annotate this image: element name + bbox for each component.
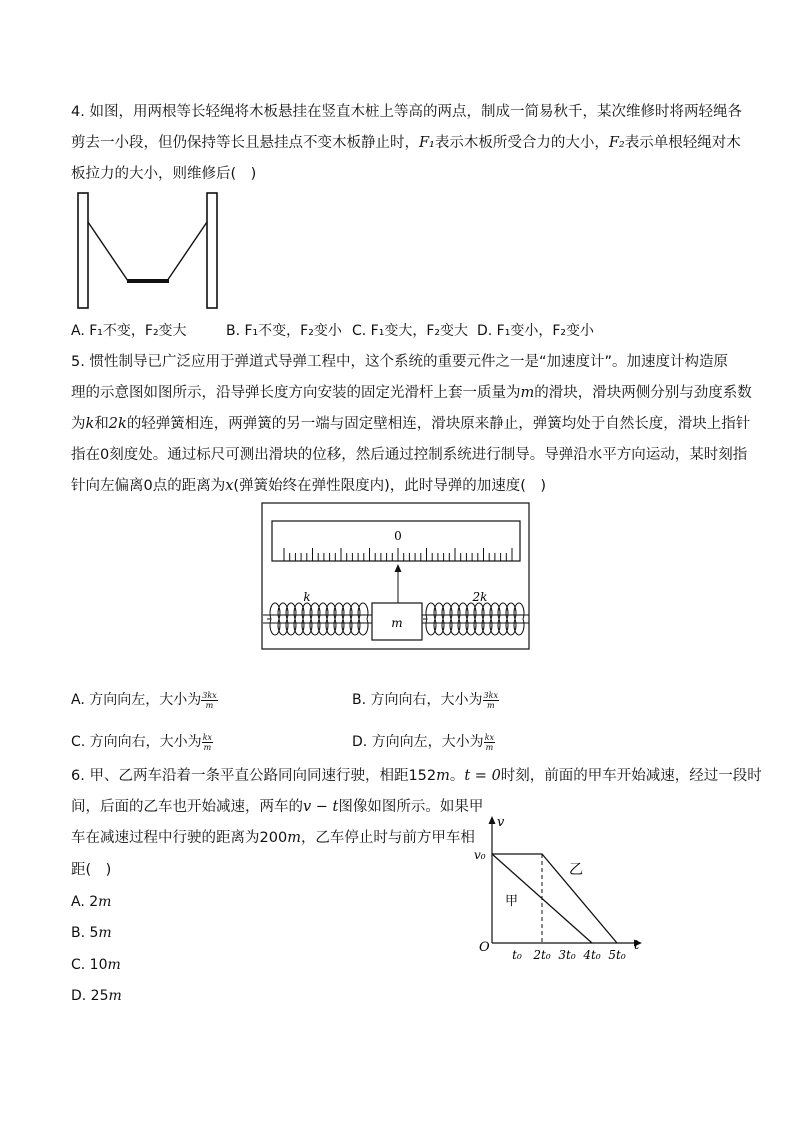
right-spring-coils xyxy=(423,603,524,635)
v-axis-label: v xyxy=(497,815,505,830)
q5-option-a[interactable]: A. 方向向左，大小为 $\frac{3kx}{m}$ xyxy=(71,690,217,710)
x-tick-label: 5t₀ xyxy=(608,948,626,962)
q5-text-line-4: 指在0刻度处。通过标尺可测出滑块的位移，然后通过控制系统进行制导。导弹沿水平方向运动，某时刻指 xyxy=(71,447,748,463)
q4-text-line-1: 4. 如图，用两根等长轻绳将木板悬挂在竖直木桩上等高的两点，制成一简易秋千，某次维修时将两轻绳各 xyxy=(71,104,742,120)
q6-option-d[interactable]: D. 25m xyxy=(71,988,122,1004)
q6-vt-graph xyxy=(470,812,650,964)
q5-option-b[interactable]: B. 方向向右，大小为 $\frac{3kx}{m}$ xyxy=(352,690,498,710)
origin-label: O xyxy=(479,940,490,955)
q5-option-d[interactable]: D. 方向向左，大小为 $\frac{kx}{m}$ xyxy=(352,732,495,752)
x-tick-label: 3t₀ xyxy=(558,948,576,962)
v0-label: v₀ xyxy=(474,848,486,862)
q6-option-c[interactable]: C. 10m xyxy=(71,957,121,973)
q4-swing-figure xyxy=(70,188,230,314)
t-axis-label: t xyxy=(634,938,640,953)
q6-text-line-3: 车在减速过程中行驶的距离为200m，乙车停止时与前方甲车相 xyxy=(71,830,475,846)
q6-text-line-1: 6. 甲、乙两车沿着一条平直公路同向同速行驶，相距152m。t = 0时刻，前面的甲车开始减速，经过一段时 xyxy=(71,768,762,784)
q6-option-a[interactable]: A. 2m xyxy=(71,894,112,910)
right-spring-label: 2k xyxy=(472,590,488,604)
q5-text-line-3: 为k和2k的轻弹簧相连，两弹簧的另一端与固定壁相连，滑块原来静止，弹簧均处于自然长度，滑块上指针 xyxy=(71,416,751,432)
left-spring-label: k xyxy=(303,590,311,604)
x-tick-label: t₀ xyxy=(512,948,522,962)
q4-option-c[interactable]: C. F₁变大，F₂变大 xyxy=(352,323,469,339)
q4-option-b[interactable]: B. F₁不变，F₂变小 xyxy=(226,323,342,339)
q4-text-line-2: 剪去一小段，但仍保持等长且悬挂点不变木板静止时，F₁表示木板所受合力的大小，F₂表示单根轻绳对木 xyxy=(71,135,741,151)
x-tick-label: 2t₀ xyxy=(533,948,551,962)
x-tick-label: 4t₀ xyxy=(583,948,601,962)
q5-text-line-1: 5. 惯性制导已广泛应用于弹道式导弹工程中，这个系统的重要元件之一是“加速度计”。加速度计构造原 xyxy=(71,354,728,370)
q4-option-d[interactable]: D. F₁变小，F₂变小 xyxy=(477,323,595,339)
ruler-zero-label: 0 xyxy=(394,529,402,543)
car-jia-label: 甲 xyxy=(505,894,519,909)
q5-option-c[interactable]: C. 方向向右，大小为 $\frac{kx}{m}$ xyxy=(71,732,213,752)
q6-text-line-2: 间，后面的乙车也开始减速，两车的v − t图像如图所示。如果甲 xyxy=(71,799,484,815)
left-spring-coils xyxy=(267,603,368,635)
car-yi-label: 乙 xyxy=(569,862,583,878)
q5-text-line-2: 理的示意图如图所示，沿导弹长度方向安装的固定光滑杆上套一质量为m的滑块，滑块两侧分别与劲度系数 xyxy=(71,385,752,401)
q5-accelerometer-figure xyxy=(261,502,531,652)
q6-text-line-4: 距( ) xyxy=(71,862,112,878)
q4-option-a[interactable]: A. F₁不变，F₂变大 xyxy=(71,323,187,339)
mass-label: m xyxy=(391,616,403,630)
q4-text-line-3: 板拉力的大小，则维修后( ) xyxy=(71,166,257,182)
q5-text-line-5: 针向左偏离0点的距离为x(弹簧始终在弹性限度内)，此时导弹的加速度( ) xyxy=(71,478,547,494)
q6-option-b[interactable]: B. 5m xyxy=(71,925,112,941)
